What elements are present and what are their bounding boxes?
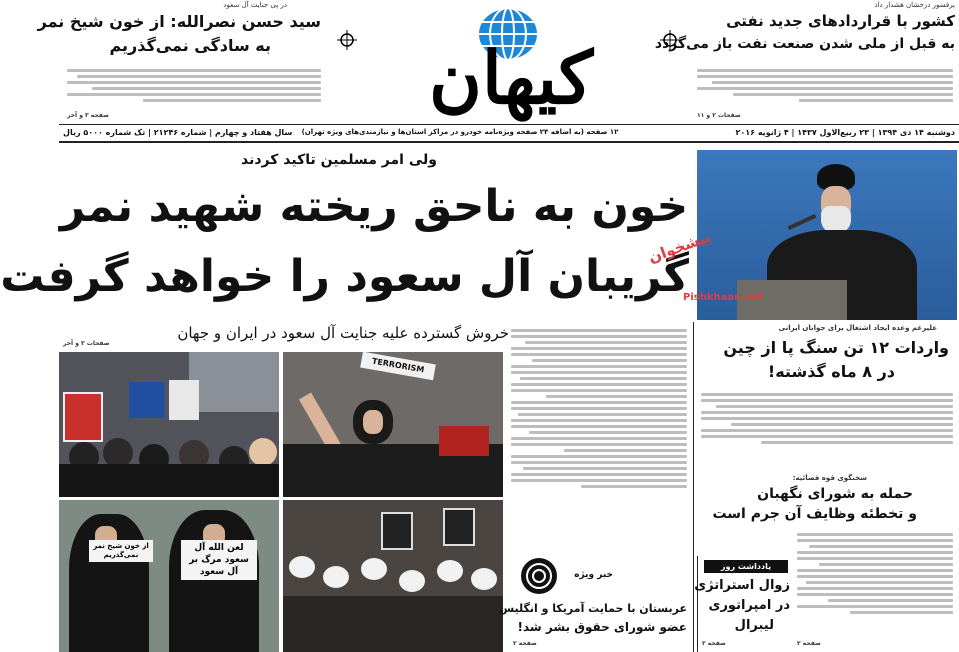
left-teaser-text [67, 66, 321, 105]
crowd-bodies [283, 596, 503, 652]
right-teaser-text [697, 66, 953, 105]
terrorism-sign: TERRORISM [360, 352, 436, 381]
council-story-text [797, 530, 953, 617]
pages-line: ۱۲ صفحه (به اضافه ۲۴ صفحه ویژه‌نامه خودرو در مراکز استان‌ها و نیازمندی‌های ویژه تهران) [301, 128, 619, 136]
council-story-headline-2: و تخطئه وظایف آن جرم است [712, 506, 917, 522]
memo-headline-1: زوال استراتژی [694, 578, 790, 593]
protest-photo-signs[interactable] [59, 500, 279, 652]
right-teaser-title-2: به قبل از ملی شدن صنعت نفت باز می‌گردد [654, 36, 955, 52]
council-story-page-ref: صفحه ۲ [797, 640, 821, 647]
memo-headline-3: لیبرال [734, 618, 774, 633]
logo[interactable] [377, 2, 645, 120]
protest-sign: از خون شیخ نمر نمی‌گذریم [89, 540, 153, 562]
china-story-headline-1: واردات ۱۲ تن سنگ پا از چین [723, 338, 949, 357]
memo-badge: یادداشت روز [704, 560, 788, 573]
masthead-top-rule [59, 124, 959, 125]
special-news-badge: خبر ویژه [574, 570, 613, 580]
held-portrait [381, 512, 413, 550]
flag-portrait [129, 382, 165, 418]
memo-headline-2: در امپراتوری [708, 598, 790, 613]
main-headline-2[interactable]: گریبان آل سعود را خواهد گرفت [0, 251, 689, 302]
special-news-box[interactable] [498, 556, 687, 652]
special-news-logo [515, 556, 563, 596]
memo-box[interactable] [694, 556, 792, 652]
watermark-site: Pishkhaan.net [683, 292, 764, 303]
special-news-headline-1: عربستان با حمایت آمریکا و انگلیس [498, 602, 687, 615]
raised-arm [299, 393, 341, 452]
main-story-kicker: ولی امر مسلمین تاکید کردند [241, 152, 437, 168]
main-story-text [511, 326, 687, 491]
left-teaser-kicker: در پی جنایت آل سعود [223, 1, 287, 9]
main-subhead: خروش گسترده علیه جنایت آل سعود در ایران و جهان [177, 324, 509, 342]
watermark-brand: پیشخوان [645, 227, 714, 267]
registration-mark-left [337, 30, 357, 50]
main-headline-1[interactable]: خون به ناحق ریخته شهید نمر [59, 181, 689, 232]
left-teaser-title-2: به سادگی نمی‌گذریم [109, 36, 271, 55]
memo-page-ref: صفحه ۲ [702, 640, 726, 647]
left-teaser[interactable] [37, 0, 327, 122]
column-divider [693, 322, 694, 652]
red-banner [439, 426, 489, 456]
crowd-bodies [59, 464, 279, 497]
flag-portrait [63, 392, 103, 442]
building-backdrop [189, 352, 279, 412]
right-teaser[interactable] [654, 0, 959, 122]
special-news-page-ref: صفحه ۲ [513, 640, 537, 647]
right-teaser-kicker: پرفسور درخشان هشدار داد [874, 1, 955, 9]
china-story-kicker: علیرغم وعده ایجاد اشتغال برای جوانان ایرانی [778, 324, 937, 332]
china-story-text [701, 390, 953, 447]
council-story-headline-1: حمله به شورای نگهبان [757, 486, 913, 502]
right-teaser-page-ref: صفحات ۲ و ۱۱ [697, 112, 741, 119]
held-portrait [443, 508, 475, 546]
council-story-kicker: سخنگوی قوه قضائیه: [792, 474, 867, 482]
leader-photo[interactable] [645, 150, 957, 320]
masthead-bottom-rule [59, 141, 959, 143]
protest-photo-flags[interactable] [59, 352, 279, 497]
left-teaser-page-ref: صفحه ۳ و آخر [67, 112, 109, 119]
main-subhead-page: صفحات ۳ و آخر [63, 340, 110, 347]
flag-portrait [169, 380, 199, 420]
protest-sign: لعن الله آل سعود مرگ بر آل سعود [181, 540, 257, 580]
issue-line: سال هفتاد و چهارم | شماره ۲۱۲۴۶ | تک شماره ۵۰۰۰ ریال [63, 128, 293, 137]
woman-face [363, 410, 383, 434]
china-story[interactable] [697, 322, 957, 472]
china-story-headline-2: در ۸ ماه گذشته! [767, 362, 895, 381]
microphone-icon [788, 214, 817, 230]
left-teaser-title-1: سید حسن نصرالله: از خون شیخ نمر [37, 12, 321, 31]
special-news-headline-2: عضو شورای حقوق بشر شد! [517, 620, 687, 634]
logo-text: کیهان [428, 35, 593, 120]
protest-photo-terrorism[interactable] [283, 352, 503, 497]
protest-photo-clerics[interactable] [283, 500, 503, 652]
masthead [37, 0, 959, 148]
right-teaser-title-1: کشور با قراردادهای جدید نفتی [726, 12, 955, 30]
date-line: دوشنبه ۱۴ دی ۱۳۹۴ | ۲۳ ربیع‌الاول ۱۴۳۷ | ۴ ژانویه ۲۰۱۶ [735, 128, 955, 137]
